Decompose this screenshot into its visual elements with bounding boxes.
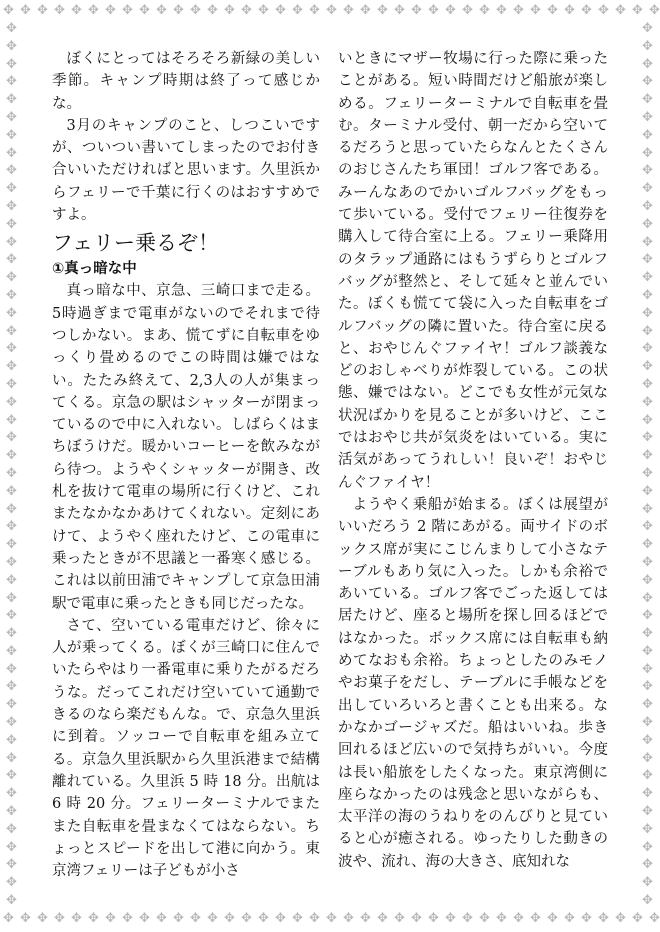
decorative-border-top xyxy=(0,2,660,20)
border-ornament-icon: ✥ xyxy=(6,252,17,268)
section-heading: フェリー乗るぞ！ xyxy=(52,231,219,256)
border-ornament-icon: ✥ xyxy=(6,145,17,161)
border-ornament-icon: ✥ xyxy=(6,270,17,286)
border-ornament-icon: ✥ xyxy=(6,323,17,339)
border-ornament-icon: ✥ xyxy=(343,911,354,926)
border-ornament-icon: ✥ xyxy=(360,3,371,18)
border-ornament-icon: ✥ xyxy=(173,911,184,926)
border-ornament-icon: ✥ xyxy=(377,911,388,926)
border-ornament-icon: ✥ xyxy=(6,554,17,570)
border-ornament-icon: ✥ xyxy=(615,3,626,18)
border-ornament-icon: ✥ xyxy=(54,911,65,926)
border-ornament-icon: ✥ xyxy=(642,448,653,464)
border-ornament-icon: ✥ xyxy=(241,911,252,926)
left-column xyxy=(52,48,320,882)
border-ornament-icon: ✥ xyxy=(642,537,653,553)
border-ornament-icon: ✥ xyxy=(462,911,473,926)
border-ornament-icon: ✥ xyxy=(156,3,167,18)
border-ornament-icon: ✥ xyxy=(105,3,116,18)
border-ornament-icon: ✥ xyxy=(642,786,653,802)
border-ornament-icon: ✥ xyxy=(6,519,17,535)
border-ornament-icon: ✥ xyxy=(642,643,653,659)
border-ornament-icon: ✥ xyxy=(88,3,99,18)
border-ornament-icon: ✥ xyxy=(513,3,524,18)
border-ornament-icon: ✥ xyxy=(6,626,17,642)
body-paragraph: ようやく乗船が始まる。ぼくは展望がいいだろう 2 階にあがる。両サイドのボックス席が実にこじんまりして小さなテーブルもあり気に入った。しかも余裕であいている。ゴルフ客でごった返しては居たけど、座ると場所を探し回るほどではなかった。ボックス席には自転車も納めてなおも余裕。ちょっとしたのみモノやお菓子をだし、テーブルに手帳などを出していろいろと書くことも出来る。なかなかゴージャズだ。船はいいね。歩き回れるほど広いので気持ちがいい。今度は長い船旅をしたくなった。東京湾側に座らなかったのは残念と思いながらも、太平洋の海のうねりをのんびりと見ていると心が癒される。ゆったりした動きの波や、流れ、海の大きさ、底知れな xyxy=(338,496,608,870)
border-ornament-icon: ✥ xyxy=(6,732,17,748)
border-ornament-icon: ✥ xyxy=(6,448,17,464)
border-ornament-icon: ✥ xyxy=(642,893,653,909)
border-ornament-icon: ✥ xyxy=(547,911,558,926)
decorative-border-bottom xyxy=(0,910,660,928)
border-ornament-icon: ✥ xyxy=(649,911,660,926)
body-paragraph: さて、空いている電車だけど、徐々に人が乗ってくる。ぼくが三崎口に住んでいたらやはり一番電車に乗りたがるだろうな。だってこれだけ空いていて通勤できるのなら楽だもんな。で、京急久里浜に到着。ソッコーで自転車を組み立てる。京急久里浜駅から久里浜港まで結構離れている。久里浜 5 時 18 分。出航は 6 時 20 分。フェリーターミナルでまたまた自転車を畳まなくてはならない。ちょっとスピードを出して港に向かう。東京湾フェリーは子どもが小さ xyxy=(52,617,320,880)
border-ornament-icon: ✥ xyxy=(71,911,82,926)
border-ornament-icon: ✥ xyxy=(642,679,653,695)
right-column xyxy=(338,48,608,873)
border-ornament-icon: ✥ xyxy=(6,537,17,553)
border-ornament-icon: ✥ xyxy=(6,376,17,392)
subsection-heading: ①真っ暗な中 xyxy=(52,261,137,278)
border-ornament-icon: ✥ xyxy=(445,3,456,18)
border-ornament-icon: ✥ xyxy=(173,3,184,18)
border-ornament-icon: ✥ xyxy=(6,430,17,446)
border-ornament-icon: ✥ xyxy=(275,3,286,18)
border-ornament-icon: ✥ xyxy=(642,732,653,748)
border-ornament-icon: ✥ xyxy=(411,911,422,926)
border-ornament-icon: ✥ xyxy=(6,572,17,588)
border-ornament-icon: ✥ xyxy=(6,893,17,909)
border-ornament-icon: ✥ xyxy=(37,911,48,926)
border-ornament-icon: ✥ xyxy=(258,911,269,926)
border-ornament-icon: ✥ xyxy=(642,74,653,90)
border-ornament-icon: ✥ xyxy=(122,911,133,926)
border-ornament-icon: ✥ xyxy=(642,198,653,214)
border-ornament-icon: ✥ xyxy=(139,3,150,18)
border-ornament-icon: ✥ xyxy=(642,821,653,837)
border-ornament-icon: ✥ xyxy=(6,92,17,108)
border-ornament-icon: ✥ xyxy=(479,3,490,18)
border-ornament-icon: ✥ xyxy=(615,911,626,926)
border-ornament-icon: ✥ xyxy=(642,376,653,392)
border-ornament-icon: ✥ xyxy=(224,3,235,18)
border-ornament-icon: ✥ xyxy=(642,857,653,873)
border-ornament-icon: ✥ xyxy=(513,911,524,926)
border-ornament-icon: ✥ xyxy=(530,911,541,926)
border-ornament-icon: ✥ xyxy=(564,911,575,926)
border-ornament-icon: ✥ xyxy=(326,3,337,18)
border-ornament-icon: ✥ xyxy=(122,3,133,18)
border-ornament-icon: ✥ xyxy=(377,3,388,18)
decorative-border-left xyxy=(3,20,21,910)
border-ornament-icon: ✥ xyxy=(642,323,653,339)
border-ornament-icon: ✥ xyxy=(6,216,17,232)
border-ornament-icon: ✥ xyxy=(642,697,653,713)
border-ornament-icon: ✥ xyxy=(564,3,575,18)
border-ornament-icon: ✥ xyxy=(642,181,653,197)
border-ornament-icon: ✥ xyxy=(642,519,653,535)
border-ornament-icon: ✥ xyxy=(6,127,17,143)
border-ornament-icon: ✥ xyxy=(292,3,303,18)
intro-paragraph: ぼくにとってはそろそろ新緑の美しい季節。キャンプ時期は終了って感じかな。 xyxy=(52,51,320,112)
border-ornament-icon: ✥ xyxy=(309,3,320,18)
border-ornament-icon: ✥ xyxy=(642,145,653,161)
border-ornament-icon: ✥ xyxy=(343,3,354,18)
border-ornament-icon: ✥ xyxy=(6,768,17,784)
border-ornament-icon: ✥ xyxy=(445,911,456,926)
body-paragraph-continued: いときにマザー牧場に行った際に乗ったことがある。短い時間だけど船旅が楽しめる。フェリーターミナルで自転車を畳む。ターミナル受付、朝一だから空いてるだろうと思っていたらなんとたくさんのおじさんたち軍団！ゴルフ客である。みーんなあのでかいゴルフバッグをもって歩いている。受付でフェリー往復券を購入して待合室に上る。フェリー乗降用のタラップ通路にはもうずらりとゴルフバッグが整然と、そして延々と並んでいた。ぼくも慌てて袋に入った自転車をゴルフバッグの隣に置いた。待合室に戻ると、おやじんぐファイヤ！ゴルフ談義などのおしゃべりが炸裂している。この状態、嫌ではない。どこでも女性が元気な状況ばかりを見ることが多いけど、ここではおやじ共が気炎をはいている。実に活気があってうれしい！良いぞ！おやじんぐファイヤ！ xyxy=(338,51,608,491)
border-ornament-icon: ✥ xyxy=(258,3,269,18)
border-ornament-icon: ✥ xyxy=(6,501,17,517)
border-ornament-icon: ✥ xyxy=(479,911,490,926)
border-ornament-icon: ✥ xyxy=(642,127,653,143)
border-ornament-icon: ✥ xyxy=(642,92,653,108)
border-ornament-icon: ✥ xyxy=(428,911,439,926)
border-ornament-icon: ✥ xyxy=(6,465,17,481)
border-ornament-icon: ✥ xyxy=(642,305,653,321)
border-ornament-icon: ✥ xyxy=(6,857,17,873)
border-ornament-icon: ✥ xyxy=(139,911,150,926)
border-ornament-icon: ✥ xyxy=(6,163,17,179)
border-ornament-icon: ✥ xyxy=(6,679,17,695)
border-ornament-icon: ✥ xyxy=(20,3,31,18)
border-ornament-icon: ✥ xyxy=(462,3,473,18)
border-ornament-icon: ✥ xyxy=(309,911,320,926)
border-ornament-icon: ✥ xyxy=(6,839,17,855)
border-ornament-icon: ✥ xyxy=(6,341,17,357)
border-ornament-icon: ✥ xyxy=(37,3,48,18)
border-ornament-icon: ✥ xyxy=(6,56,17,72)
border-ornament-icon: ✥ xyxy=(496,911,507,926)
border-ornament-icon: ✥ xyxy=(642,839,653,855)
intro-paragraph-2: 3月のキャンプのこと、しつこいですが、ついつい書いてしまったのでお付き合いいただければと思います。久里浜からフェリーで千葉に行くのはおすすめですよ。 xyxy=(52,117,320,224)
border-ornament-icon: ✥ xyxy=(642,341,653,357)
border-ornament-icon: ✥ xyxy=(326,911,337,926)
border-ornament-icon: ✥ xyxy=(642,715,653,731)
border-ornament-icon: ✥ xyxy=(642,21,653,36)
border-ornament-icon: ✥ xyxy=(547,3,558,18)
border-ornament-icon: ✥ xyxy=(642,608,653,624)
border-ornament-icon: ✥ xyxy=(6,643,17,659)
border-ornament-icon: ✥ xyxy=(6,181,17,197)
border-ornament-icon: ✥ xyxy=(6,483,17,499)
border-ornament-icon: ✥ xyxy=(6,198,17,214)
border-ornament-icon: ✥ xyxy=(6,287,17,303)
border-ornament-icon: ✥ xyxy=(6,21,17,36)
border-ornament-icon: ✥ xyxy=(632,3,643,18)
border-ornament-icon: ✥ xyxy=(105,911,116,926)
border-ornament-icon: ✥ xyxy=(6,109,17,125)
border-ornament-icon: ✥ xyxy=(642,270,653,286)
border-ornament-icon: ✥ xyxy=(3,911,14,926)
border-ornament-icon: ✥ xyxy=(642,359,653,375)
border-ornament-icon: ✥ xyxy=(6,821,17,837)
border-ornament-icon: ✥ xyxy=(642,163,653,179)
border-ornament-icon: ✥ xyxy=(642,661,653,677)
border-ornament-icon: ✥ xyxy=(642,109,653,125)
border-ornament-icon: ✥ xyxy=(275,911,286,926)
border-ornament-icon: ✥ xyxy=(530,3,541,18)
border-ornament-icon: ✥ xyxy=(156,911,167,926)
border-ornament-icon: ✥ xyxy=(6,305,17,321)
border-ornament-icon: ✥ xyxy=(581,911,592,926)
decorative-border-right xyxy=(639,20,657,910)
border-ornament-icon: ✥ xyxy=(394,911,405,926)
border-ornament-icon: ✥ xyxy=(190,3,201,18)
border-ornament-icon: ✥ xyxy=(6,804,17,820)
border-ornament-icon: ✥ xyxy=(581,3,592,18)
border-ornament-icon: ✥ xyxy=(394,3,405,18)
border-ornament-icon: ✥ xyxy=(6,786,17,802)
border-ornament-icon: ✥ xyxy=(642,501,653,517)
border-ornament-icon: ✥ xyxy=(6,412,17,428)
border-ornament-icon: ✥ xyxy=(649,3,660,18)
body-paragraph: 真っ暗な中、京急、三崎口まで走る。5時過ぎまで電車がないのでそれまで待つしかない。まあ、慌てずに自転車をゆっくり畳めるのでこの時間は嫌ではない。たたみ終えて、2,3人の人が集まってくる。京急の駅はシャッターが閉まっているので中に入れない。しばらくはまちぼうけだ。暖かいコーヒーを飲みながら待つ。ようやくシャッターが開き、改札を抜けて電車の場所に行くけど、これまたなかなかあけてくれない。定刻にあけて、ようやく座れたけど、この電車に乗ったときが不思議と一番寒く感じる。これは以前田浦でキャンプして京急田浦駅で電車に乗ったときも同じだったな。 xyxy=(52,283,320,612)
border-ornament-icon: ✥ xyxy=(71,3,82,18)
border-ornament-icon: ✥ xyxy=(207,3,218,18)
border-ornament-icon: ✥ xyxy=(598,911,609,926)
border-ornament-icon: ✥ xyxy=(642,768,653,784)
border-ornament-icon: ✥ xyxy=(642,626,653,642)
border-ornament-icon: ✥ xyxy=(642,804,653,820)
border-ornament-icon: ✥ xyxy=(642,875,653,891)
border-ornament-icon: ✥ xyxy=(6,590,17,606)
border-ornament-icon: ✥ xyxy=(642,750,653,766)
border-ornament-icon: ✥ xyxy=(190,911,201,926)
border-ornament-icon: ✥ xyxy=(642,430,653,446)
border-ornament-icon: ✥ xyxy=(241,3,252,18)
border-ornament-icon: ✥ xyxy=(6,394,17,410)
border-ornament-icon: ✥ xyxy=(6,74,17,90)
border-ornament-icon: ✥ xyxy=(642,234,653,250)
border-ornament-icon: ✥ xyxy=(642,56,653,72)
border-ornament-icon: ✥ xyxy=(224,911,235,926)
border-ornament-icon: ✥ xyxy=(411,3,422,18)
border-ornament-icon: ✥ xyxy=(642,287,653,303)
border-ornament-icon: ✥ xyxy=(598,3,609,18)
border-ornament-icon: ✥ xyxy=(54,3,65,18)
border-ornament-icon: ✥ xyxy=(360,911,371,926)
border-ornament-icon: ✥ xyxy=(642,252,653,268)
border-ornament-icon: ✥ xyxy=(642,216,653,232)
border-ornament-icon: ✥ xyxy=(642,394,653,410)
border-ornament-icon: ✥ xyxy=(3,3,14,18)
border-ornament-icon: ✥ xyxy=(6,234,17,250)
border-ornament-icon: ✥ xyxy=(6,661,17,677)
border-ornament-icon: ✥ xyxy=(642,572,653,588)
border-ornament-icon: ✥ xyxy=(642,465,653,481)
border-ornament-icon: ✥ xyxy=(88,911,99,926)
border-ornament-icon: ✥ xyxy=(6,359,17,375)
border-ornament-icon: ✥ xyxy=(6,715,17,731)
border-ornament-icon: ✥ xyxy=(207,911,218,926)
border-ornament-icon: ✥ xyxy=(292,911,303,926)
border-ornament-icon: ✥ xyxy=(642,412,653,428)
border-ornament-icon: ✥ xyxy=(6,697,17,713)
border-ornament-icon: ✥ xyxy=(632,911,643,926)
border-ornament-icon: ✥ xyxy=(20,911,31,926)
border-ornament-icon: ✥ xyxy=(642,483,653,499)
border-ornament-icon: ✥ xyxy=(6,875,17,891)
border-ornament-icon: ✥ xyxy=(6,750,17,766)
border-ornament-icon: ✥ xyxy=(642,554,653,570)
border-ornament-icon: ✥ xyxy=(6,608,17,624)
border-ornament-icon: ✥ xyxy=(642,38,653,54)
border-ornament-icon: ✥ xyxy=(428,3,439,18)
border-ornament-icon: ✥ xyxy=(6,38,17,54)
border-ornament-icon: ✥ xyxy=(496,3,507,18)
border-ornament-icon: ✥ xyxy=(642,590,653,606)
